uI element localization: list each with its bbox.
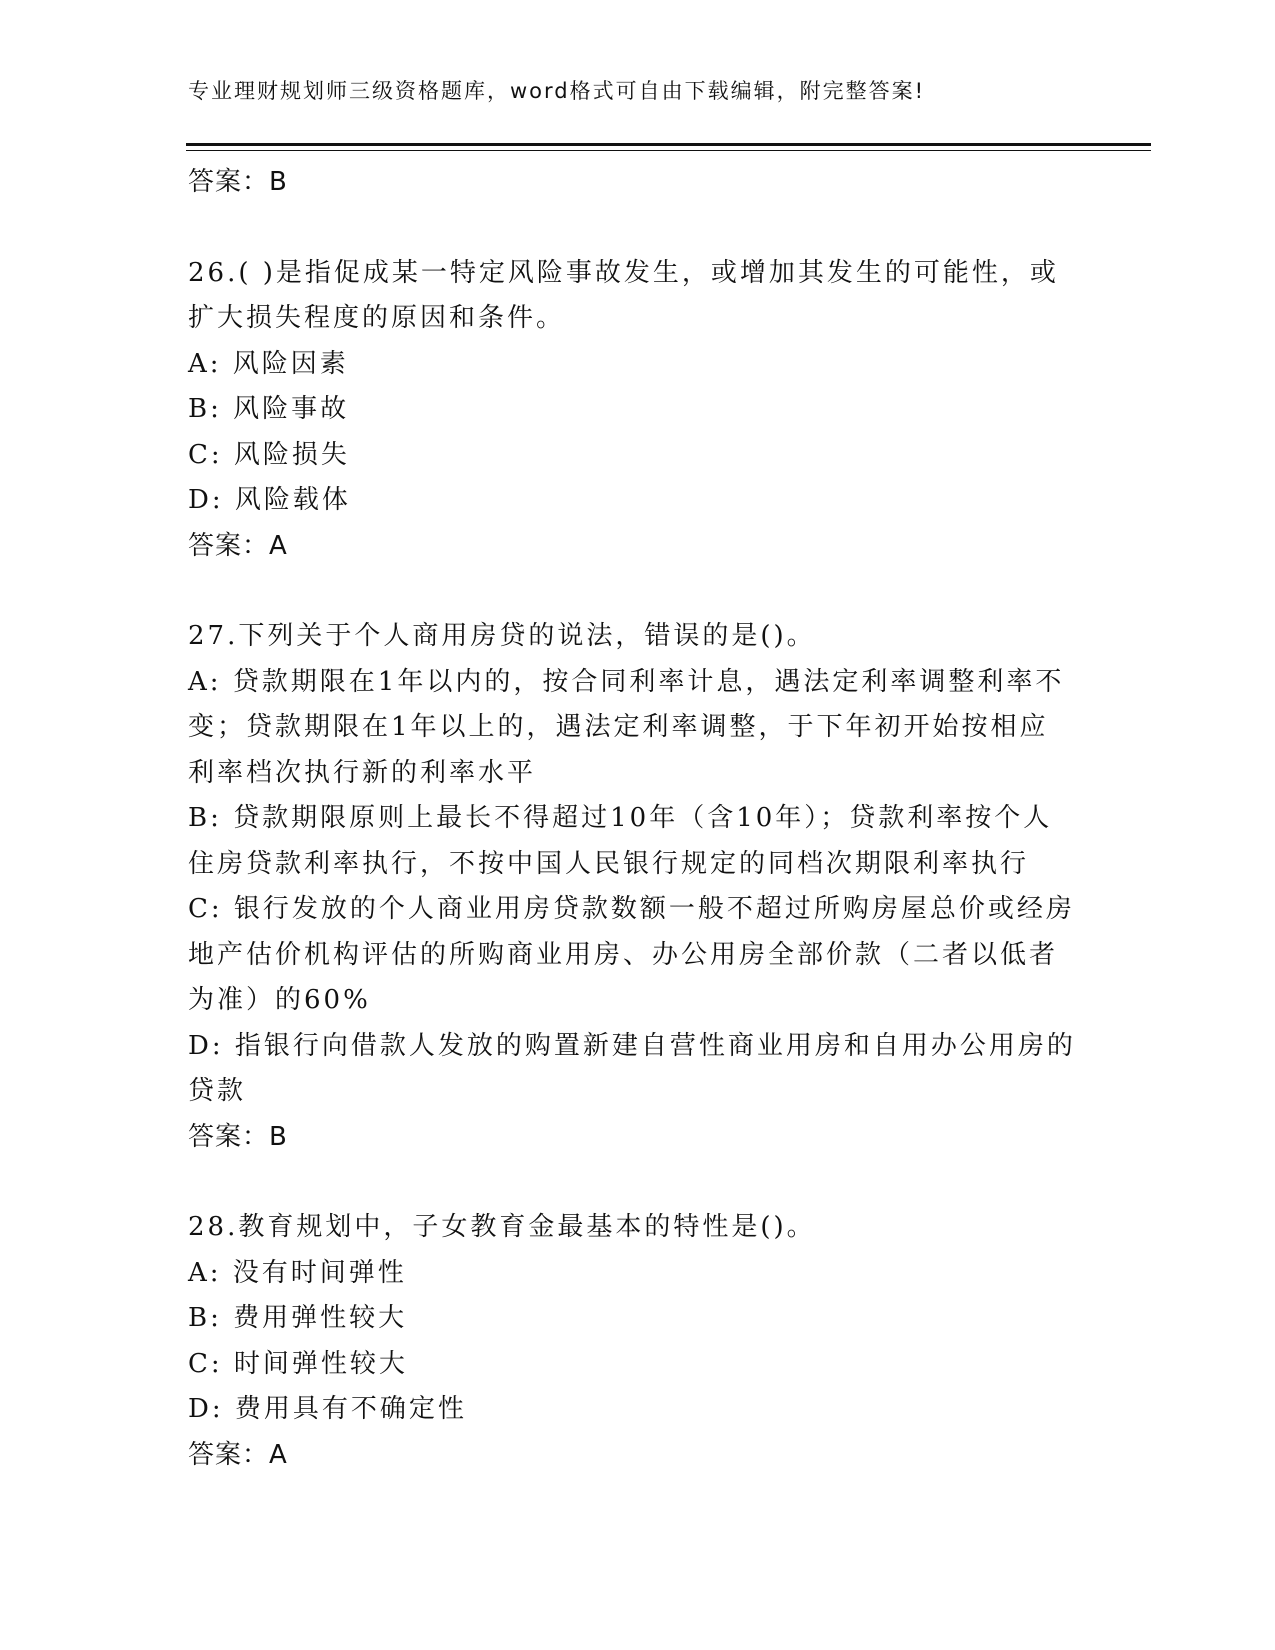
page-header: 专业理财规划师三级资格题库，word格式可自由下载编辑，附完整答案! (188, 79, 926, 103)
option-d-cont: 贷款 (188, 1076, 247, 1106)
option-a-cont: 变；贷款期限在1年以上的，遇法定利率调整，于下年初开始按相应 (188, 712, 1049, 742)
option-c: C: 银行发放的个人商业用房贷款数额一般不超过所购房屋总价或经房 (188, 894, 1075, 924)
option-a: A: 风险因素 (188, 348, 349, 379)
question-stem: 27.下列关于个人商用房贷的说法，错误的是()。 (188, 621, 816, 651)
option-c: C: 时间弹性较大 (188, 1348, 408, 1379)
question-stem: 扩大损失程度的原因和条件。 (188, 303, 566, 333)
option-b: B: 费用弹性较大 (188, 1303, 408, 1333)
option-a: A: 贷款期限在1年以内的，按合同利率计息，遇法定利率调整利率不 (188, 666, 1065, 697)
question-28 (188, 1205, 1078, 1478)
header-rule-thick (186, 143, 1151, 146)
spacer (188, 1160, 1078, 1205)
question-27 (188, 614, 1078, 1160)
option-d: D: 费用具有不确定性 (188, 1394, 467, 1424)
option-b-cont: 住房贷款利率执行，不按中国人民银行规定的同档次期限利率执行 (188, 848, 1030, 879)
spacer (188, 569, 1078, 614)
option-c-cont: 地产估价机构评估的所购商业用房、办公用房全部价款（二者以低者 (188, 939, 1059, 970)
option-a-cont: 利率档次执行新的利率水平 (188, 757, 537, 788)
option-a: A: 没有时间弹性 (188, 1257, 407, 1288)
answer: 答案：B (188, 1121, 288, 1152)
answer: 答案：A (188, 1439, 288, 1470)
document-body (188, 160, 1078, 1478)
question-26 (188, 251, 1078, 570)
answer: 答案：A (188, 530, 288, 561)
question-stem: 26.( )是指促成某一特定风险事故发生，或增加其发生的可能性，或 (188, 257, 1059, 288)
option-d: D: 风险载体 (188, 485, 351, 515)
option-d: D: 指银行向借款人发放的购置新建自营性商业用房和自用办公用房的 (188, 1030, 1076, 1061)
option-c: C: 风险损失 (188, 439, 350, 470)
option-b: B: 贷款期限原则上最长不得超过10年（含10年）；贷款利率按个人 (188, 803, 1053, 833)
header-rule-thin (186, 150, 1151, 151)
question-stem: 28.教育规划中，子女教育金最基本的特性是()。 (188, 1212, 816, 1242)
option-b: B: 风险事故 (188, 394, 350, 424)
option-c-cont: 为准）的60% (188, 985, 371, 1015)
previous-answer: 答案：B (188, 167, 288, 197)
spacer (188, 206, 1078, 251)
